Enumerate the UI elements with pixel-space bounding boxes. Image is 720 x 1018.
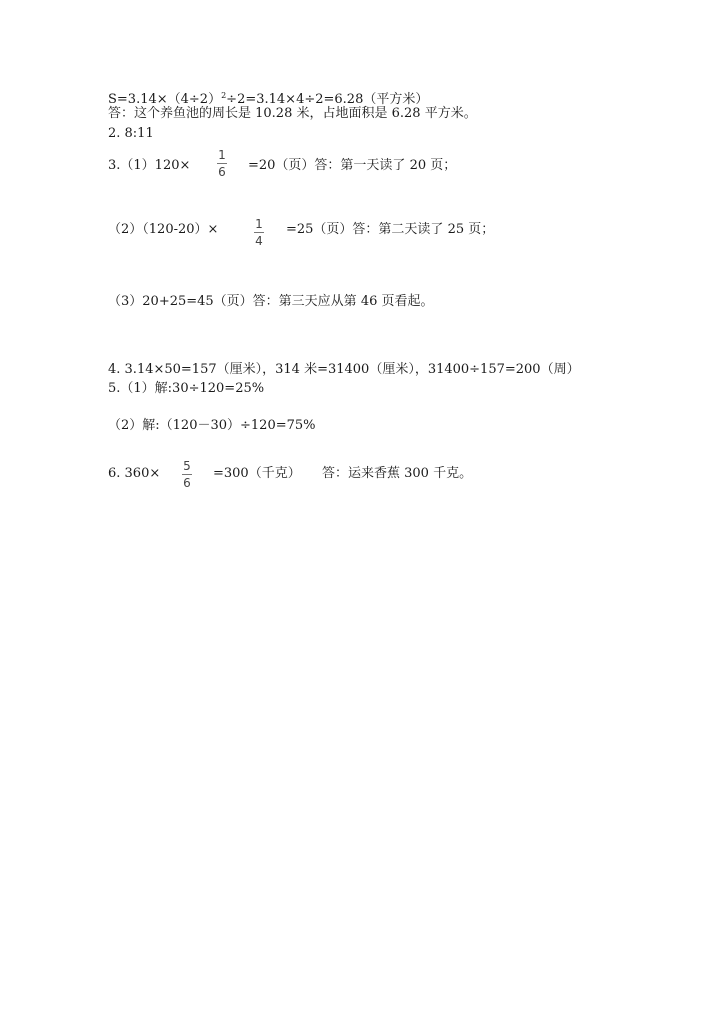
area-calc-part1: S=3.14×（4÷2） bbox=[108, 92, 222, 107]
q6-numerator: 5 bbox=[183, 459, 191, 473]
q3-part2-denominator: 4 bbox=[255, 234, 263, 248]
answer-5-part1: 5.（1）解:30÷120=25% bbox=[108, 381, 265, 396]
area-calc-line bbox=[108, 88, 428, 108]
q3-part1-fraction bbox=[215, 148, 229, 179]
fraction-bar bbox=[182, 474, 192, 475]
answer-2-ratio: 2. 8:11 bbox=[108, 126, 154, 141]
area-calc-exponent: 2 bbox=[221, 91, 227, 100]
q3-part2-numerator: 1 bbox=[255, 217, 263, 231]
q6-prefix: 6. 360× bbox=[108, 466, 161, 481]
answer-1-statement: 答：这个养鱼池的周长是 10.28 米，占地面积是 6.28 平方米。 bbox=[108, 106, 477, 121]
q3-part1-numerator: 1 bbox=[218, 148, 226, 162]
q6-fraction bbox=[180, 459, 194, 490]
q6-result: =300（千克） bbox=[213, 466, 301, 481]
q3-part2-prefix: （2）（120-20）× bbox=[108, 222, 219, 237]
q3-part2-fraction bbox=[252, 217, 266, 248]
fraction-bar bbox=[254, 232, 264, 233]
q6-answer: 答：运来香蕉 300 千克。 bbox=[322, 466, 473, 481]
q3-part1-prefix: 3.（1）120× bbox=[108, 158, 191, 173]
q3-part1-result: =20（页）答：第一天读了 20 页； bbox=[248, 158, 457, 173]
fraction-bar bbox=[217, 163, 227, 164]
answer-5-part2: （2）解:（120－30）÷120=75% bbox=[108, 418, 316, 433]
q6-denominator: 6 bbox=[183, 476, 191, 490]
q3-part3: （3）20+25=45（页）答：第三天应从第 46 页看起。 bbox=[108, 294, 434, 309]
area-calc-part2: ÷2=3.14×4÷2=6.28（平方米） bbox=[226, 92, 429, 107]
q3-part2-result: =25（页）答：第二天读了 25 页； bbox=[286, 222, 495, 237]
answer-4: 4. 3.14×50=157（厘米），314 米=31400（厘米），31400÷157=200（周） bbox=[108, 362, 580, 377]
q3-part1-denominator: 6 bbox=[218, 165, 226, 179]
